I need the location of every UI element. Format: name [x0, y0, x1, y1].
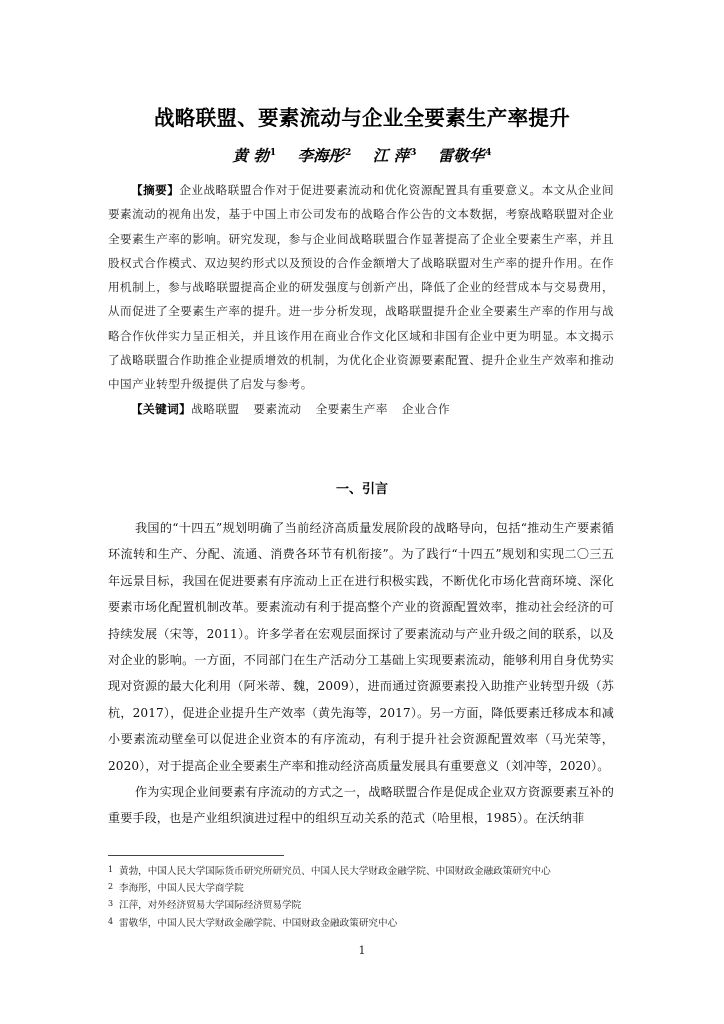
body-paragraph: 我国的“十四五”规划明确了当前经济高质量发展阶段的战略导向，包括“推动生产要素循环流转和生产、分配、流通、消费各环节有机衔接”。为了践行“十四五”规划和实现二〇三五年远景目标，我国在促进要素有序流动上正在进行积极实践，不断优化市场化营商环境、深化要素市场化配置机制改革。要素流动有利于提高整个产业的资源配置效率，推动社会经济的可持续发展（宋等，2011）。许多学者在宏观层面探讨了要素流动与产业升级之间的联系，以及对企业的影响。一方面，不同部门在生产活动分工基础上实现要素流动，能够利用自身优势实现对资源的最大化利用（阿米蒂、魏，2009），进而通过资源要素投入助推产业转型升级（苏杭，2017），促进企业提升生产效率（黄先海等，2017）。另一方面，降低要素迁移成本和减小要素流动壁垒可以促进企业资本的有序流动，有利于提升社会资源配置效率（马光荣等，2020），对于提高企业全要素生产率和推动经济高质量发展具有重要意义（刘冲等，2020）。	[108, 521, 614, 773]
section-heading: 一、引言	[335, 482, 388, 497]
footnote-number: 4	[108, 916, 114, 926]
footnote-text: 李海彤，中国人民大学商学院	[119, 883, 244, 895]
author	[298, 146, 352, 165]
footnote-text: 江萍，对外经济贸易大学国际经济贸易学院	[119, 900, 302, 912]
footnote	[108, 914, 628, 931]
author-list	[0, 144, 724, 166]
author	[232, 146, 276, 165]
keyword: 战略联盟	[191, 401, 240, 416]
footnote	[108, 896, 628, 913]
author-footnote-mark[interactable]: 2	[345, 148, 352, 158]
footnote-number: 1	[108, 865, 114, 874]
footnote-text: 雷敬华，中国人民大学财政金融学院、中国财政金融政策研究中心	[119, 917, 398, 929]
abstract-paragraph	[108, 178, 614, 397]
keywords-label: 【关键词】	[131, 401, 192, 416]
author-footnote-mark[interactable]: 4	[485, 148, 492, 158]
keywords	[108, 397, 614, 421]
author-footnote-mark[interactable]: 1	[269, 148, 277, 158]
footnote-text: 黄勃，中国人民大学国际货币研究所研究员、中国人民大学财政金融学院、中国财政金融政策研究中心	[119, 866, 551, 877]
keyword: 全要素生产率	[315, 401, 388, 416]
body-paragraph: 作为实现企业间要素有序流动的方式之一，战略联盟合作是促成企业双方资源要素互补的重要手段，也是产业组织演进过程中的组织互动关系的范式（哈里根，1985）。在沃纳菲	[108, 785, 614, 826]
body-text	[108, 515, 614, 832]
abstract	[108, 178, 614, 421]
footnote	[108, 879, 628, 896]
author-name: 江 萍	[372, 146, 410, 165]
author-footnote-mark[interactable]: 3	[410, 148, 417, 158]
author-name: 黄 勃	[232, 146, 269, 165]
footnote-number: 3	[108, 899, 114, 909]
paper-title: 战略联盟、要素流动与企业全要素生产率提升	[154, 106, 570, 130]
author	[373, 146, 417, 165]
page-number: 1	[358, 944, 366, 957]
keyword: 企业合作	[401, 401, 451, 416]
footnotes	[108, 862, 628, 931]
author-name: 李海彤	[297, 146, 345, 165]
footnote-number: 2	[108, 882, 114, 892]
abstract-text: 企业战略联盟合作对于促进要素流动和优化资源配置具有重要意义。本文从企业间要素流动的视角出发，基于中国上市公司发布的战略合作公告的文本数据，考察战略联盟对企业全要素生产率的影响。研究发现，参与企业间战略联盟合作显著提高了企业全要素生产率，并且股权式合作模式、双边契约形式以及预设的合作金额增大了战略联盟对生产率的提升作用。在作用机制上，参与战略联盟提高企业的研发强度与创新产出，降低了企业的经营成本与交易费用，从而促进了全要素生产率的提升。进一步分析发现，战略联盟提升企业全要素生产率的作用与战略合作伙伴实力呈正相关，并且该作用在商业合作文化区域和非国有企业中更为明显。本文揭示了战略联盟合作助推企业提质增效的机制，为优化企业资源要素配置、提升企业生产效率和推动中国产业转型升级提供了启发与参考。	[108, 183, 614, 392]
author-name: 雷敬华	[437, 146, 485, 165]
keyword: 要素流动	[253, 401, 302, 416]
footnote	[108, 862, 628, 879]
footnote-divider	[108, 855, 284, 856]
abstract-label: 【摘要】	[131, 183, 180, 197]
author	[438, 146, 492, 165]
